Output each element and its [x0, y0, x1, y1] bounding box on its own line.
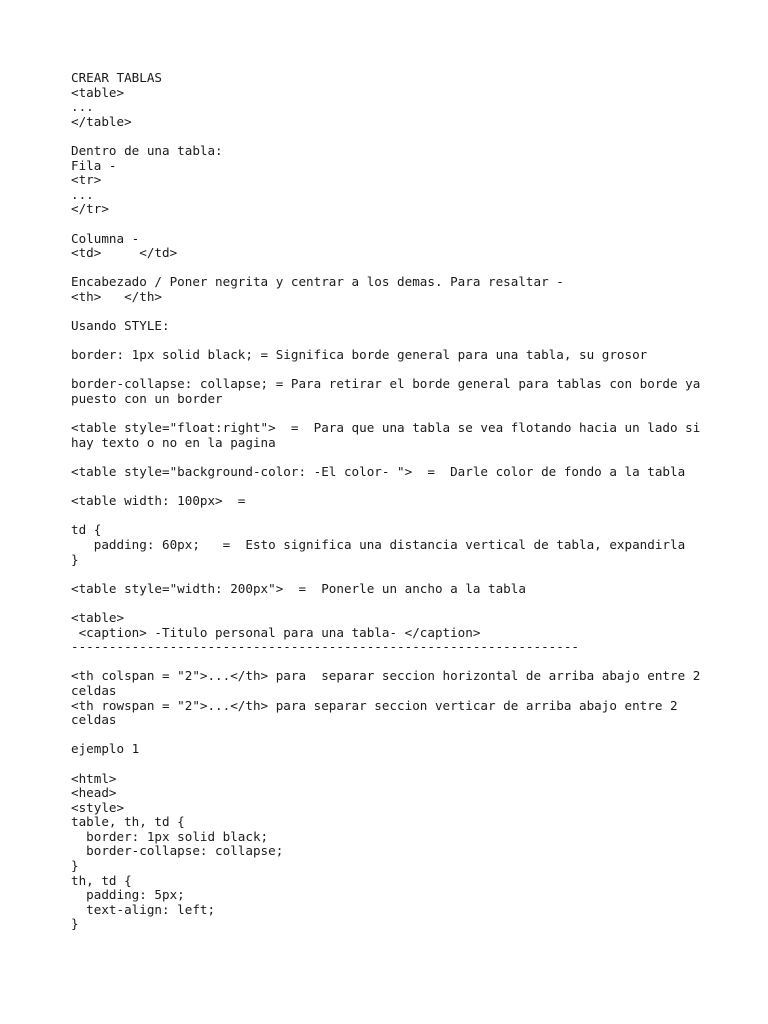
divider-line: -------------------------------------------------------------------	[71, 639, 579, 655]
code-line: }	[71, 858, 79, 874]
text-line: Fila -	[71, 157, 117, 173]
code-line: ...	[71, 99, 94, 115]
code-line: padding: 60px; = Esto significa una distancia vertical de tabla, expandirla	[71, 537, 686, 552]
code-line: <tr>	[71, 172, 102, 188]
code-line: <td> </td>	[71, 245, 178, 261]
blank-line	[71, 480, 711, 495]
text-line: Usando STYLE:	[71, 318, 170, 334]
code-line: <table>	[71, 84, 125, 100]
text-line: border-collapse: collapse; = Para retirar el borde general para tablas con borde ya	[71, 376, 701, 392]
text-line: ejemplo 1	[71, 741, 140, 757]
document-page	[71, 71, 711, 932]
blank-line	[71, 567, 711, 582]
code-line: <head>	[71, 785, 117, 801]
code-line: border: 1px solid black;	[71, 828, 269, 844]
text-line: celdas	[71, 712, 117, 728]
code-line: text-align: left;	[71, 901, 216, 917]
text-line: <table style="background-color: -El color- "> = Darle color de fondo a la tabla	[71, 464, 686, 480]
code-line: ...	[71, 186, 94, 202]
blank-line	[71, 217, 711, 232]
code-line: }	[71, 551, 79, 567]
code-line: border-collapse: collapse;	[71, 843, 284, 859]
code-line: padding: 5px;	[71, 887, 185, 903]
text-line: celdas	[71, 682, 117, 698]
code-line: </tr>	[71, 201, 109, 217]
blank-line	[71, 596, 711, 611]
blank-line	[71, 363, 711, 378]
text-line: Columna -	[71, 230, 140, 246]
code-line: </table>	[71, 113, 132, 129]
text-line: Dentro de una tabla:	[71, 142, 223, 158]
text-line: <table width: 100px> =	[71, 493, 246, 509]
blank-line	[71, 334, 711, 349]
blank-line	[71, 261, 711, 276]
text-line: <th rowspan = "2">...</th> para separar seccion verticar de arriba abajo entre 2	[71, 697, 678, 713]
code-line: }	[71, 916, 79, 932]
blank-line	[71, 655, 711, 670]
code-line: <table>	[71, 609, 125, 625]
heading-line: CREAR TABLAS	[71, 70, 162, 85]
text-line: puesto con un border	[71, 391, 223, 407]
text-line: border: 1px solid black; = Significa borde general para una tabla, su grosor	[71, 347, 648, 363]
code-line: <th> </th>	[71, 288, 162, 304]
text-line: <th colspan = "2">...</th> para separar seccion horizontal de arriba abajo entre 2	[71, 668, 701, 684]
blank-line	[71, 509, 711, 524]
code-line: th, td {	[71, 872, 132, 888]
code-line: <html>	[71, 770, 117, 786]
text-line: Encabezado / Poner negrita y centrar a los demas. Para resaltar -	[71, 274, 564, 290]
text-line: hay texto o no en la pagina	[71, 434, 276, 450]
blank-line	[71, 129, 711, 144]
blank-line	[71, 450, 711, 465]
blank-line	[71, 305, 711, 320]
code-line: <style>	[71, 799, 125, 815]
text-line: <table style="float:right"> = Para que una tabla se vea flotando hacia un lado si	[71, 420, 701, 436]
blank-line	[71, 407, 711, 422]
code-line: <caption> -Titulo personal para una tabla- </caption>	[71, 624, 481, 640]
code-line: td {	[71, 522, 102, 538]
blank-line	[71, 757, 711, 772]
code-line: table, th, td {	[71, 814, 185, 830]
text-line: <table style="width: 200px"> = Ponerle un ancho a la tabla	[71, 580, 526, 596]
blank-line	[71, 728, 711, 743]
